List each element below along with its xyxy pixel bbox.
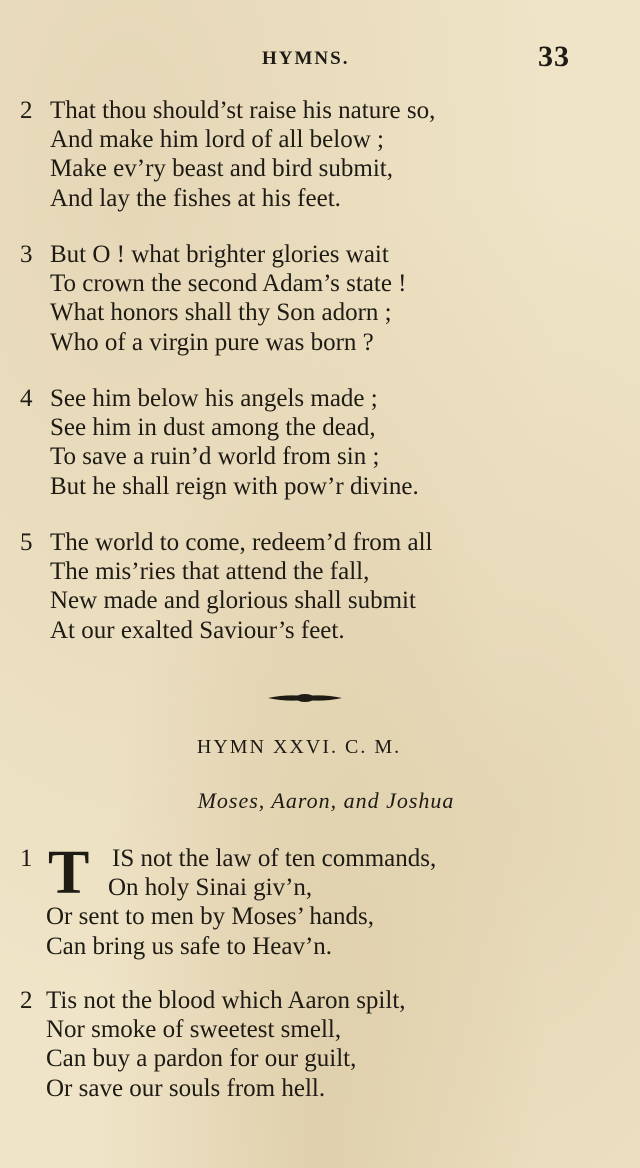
- stanza-number: 3: [20, 241, 33, 268]
- verse-line: New made and glorious shall submit: [50, 587, 416, 614]
- stanza-number: 1: [20, 845, 33, 872]
- verse-line: On holy Sinai giv’n,: [108, 874, 313, 901]
- verse-line: And make him lord of all below ;: [50, 126, 384, 153]
- hymn-title-text: HYMN XXVI. C. M.: [196, 736, 402, 758]
- verse-line: IS not the law of ten commands,: [112, 845, 437, 872]
- hymn-subtitle: [0, 788, 640, 814]
- verse-line: But O ! what brighter glories wait: [50, 241, 389, 268]
- verse-line: What honors shall thy Son adorn ;: [50, 299, 392, 326]
- verse-line: The world to come, redeem’d from all: [50, 529, 433, 556]
- page-number: 33: [538, 40, 570, 73]
- verse-line: To crown the second Adam’s state !: [50, 270, 407, 297]
- verse-line: Who of a virgin pure was born ?: [50, 329, 374, 356]
- verse-line: Can bring us safe to Heav’n.: [46, 933, 333, 960]
- verse-line: Tis not the blood which Aaron spilt,: [46, 987, 406, 1014]
- verse-line: To save a ruin’d world from sin ;: [50, 443, 380, 470]
- running-head: HYMNS.: [262, 48, 350, 69]
- verse-line: That thou should’st raise his nature so,: [50, 97, 436, 124]
- verse-line: But he shall reign with pow’r divine.: [50, 473, 419, 500]
- page-header: [0, 40, 640, 80]
- verse-line: Or sent to men by Moses’ hands,: [46, 903, 374, 930]
- verse-line: Or save our souls from hell.: [46, 1075, 326, 1102]
- verse-line: At our exalted Saviour’s feet.: [50, 617, 345, 644]
- verse-line: The mis’ries that attend the fall,: [50, 558, 370, 585]
- stanza-number: 2: [20, 987, 33, 1014]
- verse-line: Nor smoke of sweetest smell,: [46, 1016, 342, 1043]
- hymn-title: [0, 736, 640, 759]
- verse-line: Can buy a pardon for our guilt,: [46, 1045, 357, 1072]
- verse-line: See him below his angels made ;: [50, 385, 378, 412]
- drop-cap: T: [48, 839, 90, 907]
- stanza-number: 5: [20, 529, 33, 556]
- hymn-subtitle-text: Moses, Aaron, and Joshua: [197, 788, 455, 813]
- stanza-number: 4: [20, 385, 33, 412]
- verse-line: Make ev’ry beast and bird submit,: [50, 155, 393, 182]
- verse-line: And lay the fishes at his feet.: [50, 185, 341, 212]
- ornament-divider-icon: [268, 690, 342, 706]
- verse-line: See him in dust among the dead,: [50, 414, 376, 441]
- stanza-number: 2: [20, 97, 33, 124]
